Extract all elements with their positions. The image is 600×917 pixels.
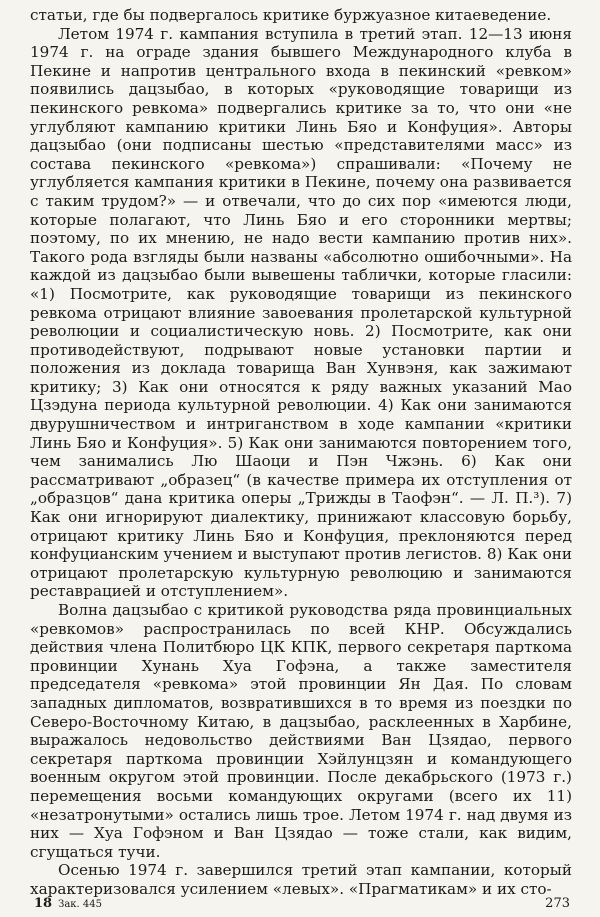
paragraph: статьи, где бы подвергалось критике буржуазное китаеведение.: [30, 6, 552, 24]
signature-number: 18: [34, 896, 53, 911]
signature-note: Зак. 445: [58, 899, 102, 910]
body-text: [30, 6, 572, 899]
paragraph: Волна дацзыбао с критикой руководства ряда провинциальных «ревкомов» распространилась по всей КНР. Обсуждались действия члена Политбюро ЦК КПК, первого секретаря парткома провинции Хунань Хуа Гофэна, а также заместителя председателя «ревкома» этой провинции Ян Дая. По словам западных дипломатов, возвратившихся в то время из поездки по Северо-Восточному Китаю, в дацзыбао, расклеенных в Харбине, выражалось недовольство действиями Ван Цзядао, первого секретаря парткома провинции Хэйлунцзян и командующего военным округом этой провинции. После декабрьского (1973 г.) перемещения восьми командующих округами (всего их 11) «незатронутыми» остались лишь трое. Летом 1974 г. над двумя из них — Хуа Гофэном и Ван Цзядао — тоже стали, как видим, сгущаться тучи.: [30, 601, 572, 861]
paragraph: Осенью 1974 г. завершился третий этап кампании, который характеризовался усилением «левых». «Прагматикам» и их сто-: [30, 861, 572, 898]
printer-signature: [34, 896, 102, 911]
page-footer: [34, 896, 570, 911]
page-number: 273: [545, 896, 570, 911]
paragraph: Летом 1974 г. кампания вступила в третий этап. 12—13 июня 1974 г. на ограде здания бывшего Международного клуба в Пекине и напротив центрального входа в пекинский «ревком» появились дацзыбао, в которых «руководящие товарищи из пекинского ревкома» подвергались критике за то, что они «не углубляют кампанию критики Линь Бяо и Конфуция». Авторы дацзыбао (они подписаны шестью «представителями масс» из состава пекинского «ревкома») спрашивали: «Почему не углубляется кампания критики в Пекине, почему она развивается с таким трудом?» — и отвечали, что до сих пор «имеются люди, которые полагают, что Линь Бяо и его сторонники мертвы; поэтому, по их мнению, не надо вести кампанию против них». Такого рода взгляды были названы «абсолютно ошибочными». На каждой из дацзыбао были вывешены таблички, которые гласили: «1) Посмотрите, как руководящие товарищи из пекинского ревкома отрицают влияние завоевания пролетарской культурной революции и социалистическую новь. 2) Посмотрите, как они противодействуют, подрывают новые установки партии и положения из доклада товарища Ван Хунвэня, как зажимают критику; 3) Как они относятся к ряду важных указаний Мао Цзэдуна периода культурной революции. 4) Как они занимаются двурушничеством и интриганством в ходе кампании «критики Линь Бяо и Конфуция». 5) Как они занимаются повторением того, чем занимались Лю Шаоци и Пэн Чжэнь. 6) Как они рассматривают „образец“ (в качестве примера их отступления от „образцов“ дана критика оперы „Трижды в Таофэн“. — Л. П.³). 7) Как они игнорируют диалектику, принижают классовую борьбу, отрицают критику Линь Бяо и Конфуция, преклоняются перед конфуцианским учением и выступают против легистов. 8) Как они отрицают пролетарскую культурную революцию и занимаются реставрацией и отступлением».: [30, 24, 572, 601]
